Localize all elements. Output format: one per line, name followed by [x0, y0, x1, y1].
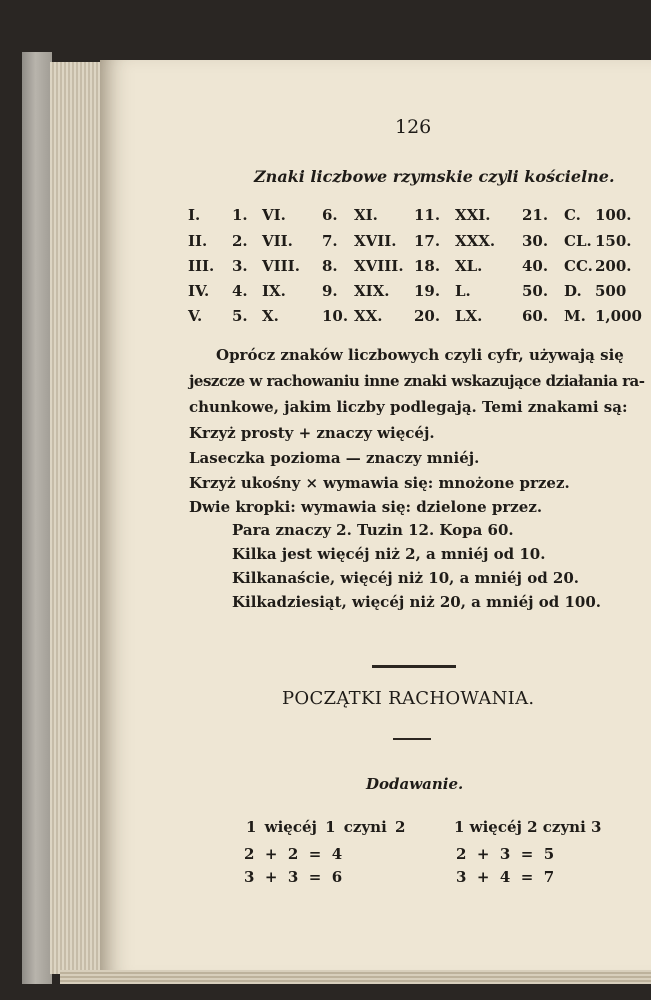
- operator-line: Krzyż ukośny × wymawia się: mnożone przez.: [189, 474, 570, 492]
- numeral-cell: VII.: [262, 232, 293, 250]
- numeral-cell: 30.: [522, 232, 549, 250]
- numeral-cell: 150.: [595, 232, 632, 250]
- numeral-cell: CL.: [564, 232, 592, 250]
- addition-right-header: 1 więcéj 2 czyni 3: [454, 818, 602, 836]
- numeral-cell: 21.: [522, 206, 549, 224]
- numeral-cell: 8.: [322, 257, 338, 275]
- numeral-cell: XVII.: [354, 232, 397, 250]
- numeral-cell: VI.: [262, 206, 286, 224]
- numeral-cell: CC.: [564, 257, 593, 275]
- numeral-cell: XI.: [354, 206, 378, 224]
- section-divider: [372, 665, 456, 668]
- count-line: Kilkadziesiąt, więcéj niż 20, a mniéj od 100.: [232, 593, 602, 611]
- numeral-cell: 4.: [232, 282, 248, 300]
- numeral-cell: 7.: [322, 232, 338, 250]
- numeral-cell: III.: [188, 257, 215, 275]
- book-spine: [22, 52, 52, 984]
- numeral-cell: 9.: [322, 282, 338, 300]
- numeral-cell: XX.: [354, 307, 383, 325]
- numeral-cell: 50.: [522, 282, 549, 300]
- numeral-cell: 200.: [595, 257, 632, 275]
- addition-left-row: 2 + 2 = 4: [244, 845, 343, 863]
- count-line: Kilka jest więcéj niż 2, a mniéj od 10.: [232, 545, 546, 563]
- numeral-cell: X.: [262, 307, 279, 325]
- numeral-cell: 18.: [414, 257, 441, 275]
- numeral-cell: 40.: [522, 257, 549, 275]
- page-bottom-edge: [60, 970, 651, 984]
- numeral-cell: VIII.: [262, 257, 300, 275]
- count-line: Para znaczy 2. Tuzin 12. Kopa 60.: [232, 521, 514, 539]
- numeral-cell: XL.: [455, 257, 483, 275]
- paragraph-line: chunkowe, jakim liczby podlegają. Temi znakami są:: [189, 398, 628, 416]
- numeral-cell: II.: [188, 232, 208, 250]
- numeral-cell: XXX.: [455, 232, 496, 250]
- numeral-cell: 1,000: [595, 307, 642, 325]
- numeral-cell: XIX.: [354, 282, 390, 300]
- numeral-cell: 17.: [414, 232, 441, 250]
- page-number: 126: [395, 116, 432, 138]
- numeral-cell: IX.: [262, 282, 286, 300]
- numeral-cell: 5.: [232, 307, 248, 325]
- operator-line: Laseczka pozioma — znaczy mniéj.: [189, 449, 480, 467]
- numeral-cell: V.: [188, 307, 203, 325]
- numeral-cell: 100.: [595, 206, 632, 224]
- numeral-cell: LX.: [455, 307, 483, 325]
- addition-left-header: 1 więcéj 1 czyni 2: [246, 818, 406, 836]
- numeral-cell: 60.: [522, 307, 549, 325]
- numeral-cell: 20.: [414, 307, 441, 325]
- numeral-cell: D.: [564, 282, 582, 300]
- numeral-cell: XXI.: [455, 206, 491, 224]
- numeral-cell: I.: [188, 206, 201, 224]
- subsection-divider: [393, 738, 431, 740]
- operator-line: Krzyż prosty + znaczy więcéj.: [189, 424, 435, 442]
- numeral-cell: M.: [564, 307, 586, 325]
- numeral-cell: 1.: [232, 206, 248, 224]
- paragraph-line: jeszcze w rachowaniu inne znaki wskazujące działania ra-: [189, 372, 645, 390]
- addition-right-row: 3 + 4 = 7: [456, 868, 555, 886]
- count-line: Kilkanaście, więcéj niż 10, a mniéj od 20.: [232, 569, 579, 587]
- book-page: [100, 60, 651, 978]
- numeral-cell: 500: [595, 282, 627, 300]
- numeral-cell: C.: [564, 206, 581, 224]
- numeral-cell: 19.: [414, 282, 441, 300]
- numeral-cell: L.: [455, 282, 471, 300]
- numeral-cell: XVIII.: [354, 257, 404, 275]
- numeral-cell: 11.: [414, 206, 441, 224]
- subsection-title: Dodawanie.: [366, 775, 464, 793]
- operator-line: Dwie kropki: wymawia się: dzielone przez.: [189, 498, 543, 516]
- paragraph-line: Oprócz znaków liczbowych czyli cyfr, używają się: [216, 346, 624, 364]
- numeral-cell: 6.: [322, 206, 338, 224]
- numeral-cell: 2.: [232, 232, 248, 250]
- numeral-cell: 10.: [322, 307, 349, 325]
- addition-left-row: 3 + 3 = 6: [244, 868, 343, 886]
- section-title: POCZĄTKI RACHOWANIA.: [282, 688, 535, 709]
- numeral-table-title: Znaki liczbowe rzymskie czyli kościelne.: [254, 167, 615, 186]
- addition-right-row: 2 + 3 = 5: [456, 845, 555, 863]
- numeral-cell: IV.: [188, 282, 210, 300]
- numeral-cell: 3.: [232, 257, 248, 275]
